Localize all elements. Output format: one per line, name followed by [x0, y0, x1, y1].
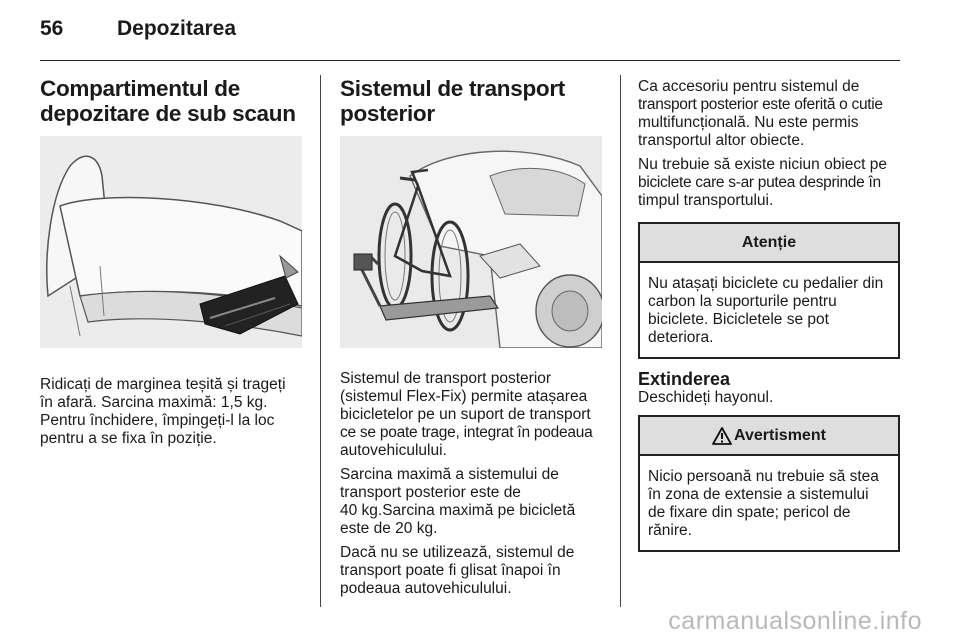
text-line: transport posterior este oferită o cutie — [638, 96, 883, 113]
header-rule — [40, 60, 900, 61]
warning-triangle-icon — [712, 427, 732, 445]
paragraph — [638, 156, 900, 210]
text-line: (sistemul Flex-Fix) permite atașarea — [340, 388, 588, 405]
text-line: Ca accesoriu pentru sistemul de — [638, 78, 860, 95]
chapter-title: Depozitarea — [117, 17, 237, 40]
text-line: biciclete care s-ar putea desprinde în — [638, 174, 881, 191]
caution-box — [638, 222, 900, 359]
paragraph — [638, 78, 900, 150]
text-line: podeaua autovehiculului. — [340, 580, 512, 597]
warning-box-body — [640, 456, 898, 550]
seat-storage-illustration — [40, 136, 302, 348]
text-line: multifuncțională. Nu este permis — [638, 114, 859, 131]
text-line: transportul altor obiecte. — [638, 132, 805, 149]
rear-carrier-description — [340, 370, 602, 598]
heading-line: Compartimentul de — [40, 76, 240, 101]
text-line: deteriora. — [648, 329, 714, 346]
text-line: Dacă nu se utilizează, sistemul de — [340, 544, 575, 561]
heading-line: posterior — [340, 101, 435, 126]
text-line: pentru a se fixa în poziție. — [40, 430, 217, 447]
right-column — [638, 78, 900, 552]
text-line: Pentru închidere, împingeți-l la loc — [40, 412, 275, 429]
text-line: Nu trebuie să existe niciun obiect pe — [638, 156, 888, 173]
text-line: Nu atașați biciclete cu pedalier din — [648, 275, 884, 292]
column-divider-left — [320, 75, 321, 607]
section-heading-seat-storage — [40, 76, 302, 126]
paragraph — [340, 370, 602, 460]
watermark: carmanualsonline.info — [668, 607, 922, 635]
extension-instruction: Deschideți hayonul. — [638, 389, 774, 406]
heading-line: depozitare de sub scaun — [40, 101, 296, 126]
paragraph — [340, 544, 602, 598]
seat-drawer-drawing — [40, 136, 302, 348]
text-line: 40 kg.Sarcina maximă pe bicicletă — [340, 502, 576, 519]
warning-box-title-bar — [640, 417, 898, 456]
left-column — [40, 76, 302, 448]
warning-box — [638, 415, 900, 552]
paragraph — [340, 466, 602, 538]
text-line: este de 20 kg. — [340, 520, 438, 537]
text-line: de fixare din spate; pericol de — [648, 504, 851, 521]
text-line: Sarcina maximă a sistemului de — [340, 466, 559, 483]
text-line: biciclete. Bicicletele se pot — [648, 311, 829, 328]
text-line: în afară. Sarcina maximă: 1,5 kg. — [40, 394, 268, 411]
text-line: în zona de extensie a sistemului — [648, 486, 869, 503]
text-line: timpul transportului. — [638, 192, 774, 209]
rear-carrier-illustration — [340, 136, 602, 348]
text-line: ce se poate trage, integrat în podeaua — [340, 424, 593, 441]
text-line: carbon la suporturile pentru — [648, 293, 837, 310]
caution-box-body — [640, 263, 898, 357]
page-number: 56 — [40, 17, 64, 40]
middle-column — [340, 76, 602, 598]
text-line: bicicletelor pe un suport de transport — [340, 406, 591, 423]
caution-box-title: Atenție — [640, 224, 898, 263]
heading-line: Sistemul de transport — [340, 76, 565, 101]
text-line: transport poate fi glisat înapoi în — [340, 562, 561, 579]
text-line: Ridicați de marginea teșită și trageți — [40, 376, 286, 393]
text-line: autovehiculului. — [340, 442, 447, 459]
bicycle-carrier-drawing — [340, 136, 602, 348]
subheading-extension: Extinderea — [638, 369, 731, 389]
warning-box-title: Avertisment — [734, 426, 826, 444]
text-line: rănire. — [648, 522, 692, 539]
text-line: Nicio persoană nu trebuie să stea — [648, 468, 879, 485]
text-line: transport posterior este de — [340, 484, 521, 501]
column-divider-right — [620, 75, 621, 607]
seat-storage-instructions — [40, 376, 302, 448]
text-line: Sistemul de transport posterior — [340, 370, 552, 387]
section-heading-rear-carrier — [340, 76, 602, 126]
